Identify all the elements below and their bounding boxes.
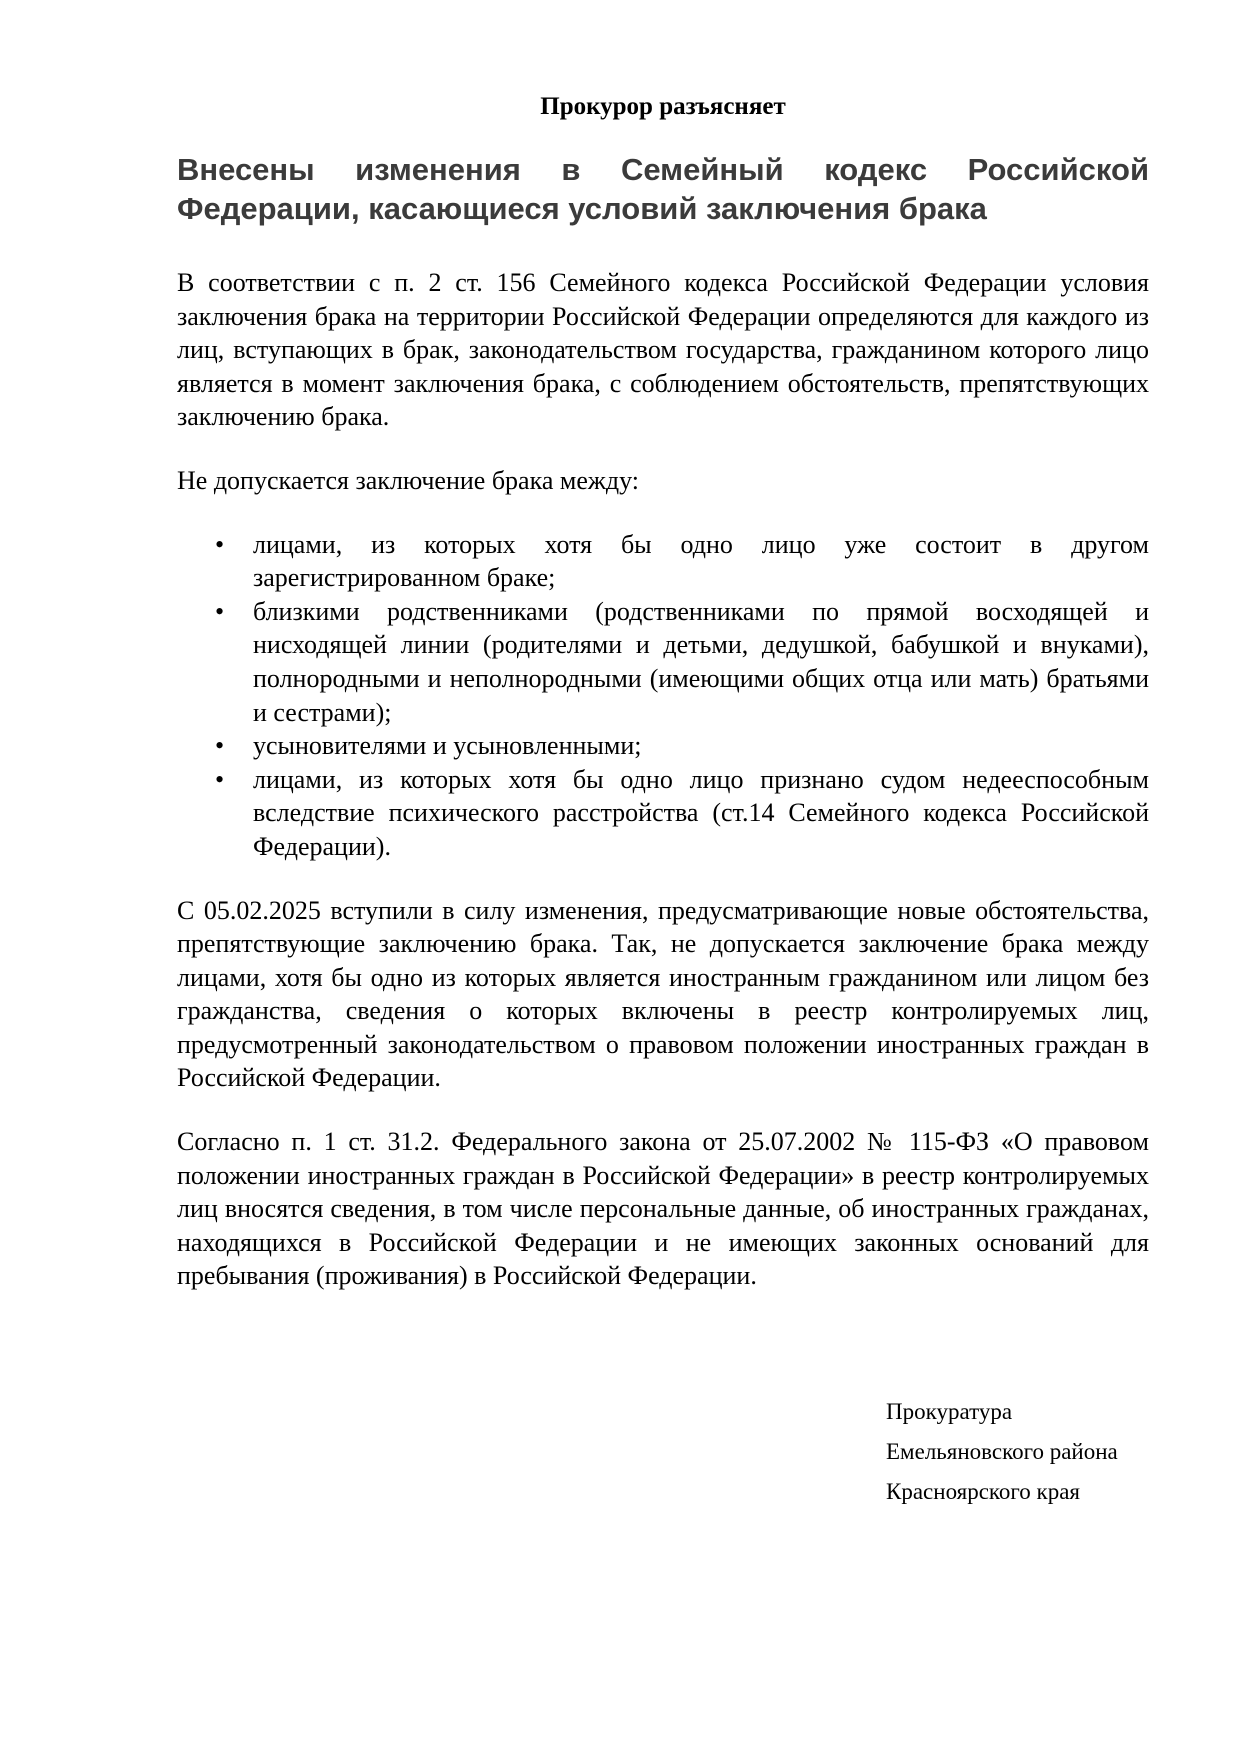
paragraph-new-circumstances: С 05.02.2025 вступили в силу изменения, предусматривающие новые обстоятельства, препятствующие заключению брака. Так, не допускается заключение брака между лицами, хотя бы одно из которых является иностранным гражданином или лицом без гражданства, сведения о которых включены в реестр контролируемых лиц, предусмотренный законодательством о правовом положении иностранных граждан в Российской Федерации. xyxy=(177,895,1149,1093)
signature-line: Красноярского края xyxy=(886,1479,1080,1504)
signature-line: Емельяновского района xyxy=(886,1439,1118,1464)
signature-block xyxy=(886,1392,1118,1512)
signature-line: Прокуратура xyxy=(886,1399,1013,1424)
bullet-icon: • xyxy=(215,764,225,794)
list-item xyxy=(177,595,1149,729)
list-item-text: близкими родственниками (родственниками по прямой восходящей и нисходящей линии (родителями и детьми, дедушкой, бабушкой и внуками), полнородными и неполнородными (имеющими общих отца или мать) братьями и сестрами); xyxy=(253,596,1149,727)
list-item-text: лицами, из которых хотя бы одно лицо уже состоит в другом зарегистрированном браке; xyxy=(253,529,1149,593)
list-item xyxy=(177,729,1149,763)
paragraph-registry-law: Согласно п. 1 ст. 31.2. Федерального закона от 25.07.2002 № 115-ФЗ «О правовом положении иностранных граждан в Российской Федерации» в реестр контролируемых лиц вносятся сведения, в том числе персональные данные, об иностранных гражданах, находящихся в Российской Федерации и не имеющих законных оснований для пребывания (проживания) в Российской Федерации. xyxy=(177,1127,1149,1291)
bullet-icon: • xyxy=(215,529,225,559)
document-kicker: Прокурор разъясняет xyxy=(540,93,786,120)
paragraph-prohibition-intro: Не допускается заключение брака между: xyxy=(177,465,639,495)
paragraph-legal-basis: В соответствии с п. 2 ст. 156 Семейного кодекса Российской Федерации условия заключения брака на территории Российской Федерации определяются для каждого из лиц, вступающих в брак, законодательством государства, гражданином которого лицо является в момент заключения брака, с соблюдением обстоятельств, препятствующих заключению брака. xyxy=(177,268,1149,432)
document-headline: Внесены изменения в Семейный кодекс Российской Федерации, касающиеся условий заключения брака xyxy=(177,152,1149,226)
list-item-text: лицами, из которых хотя бы одно лицо признано судом недееспособным вследствие психического расстройства (ст.14 Семейного кодекса Российской Федерации). xyxy=(253,764,1149,861)
bullet-icon: • xyxy=(215,731,225,761)
document-page xyxy=(177,90,1149,1323)
bullet-icon: • xyxy=(215,596,225,626)
list-item-text: усыновителями и усыновленными; xyxy=(253,731,642,761)
list-item xyxy=(177,763,1149,864)
list-item xyxy=(177,528,1149,595)
prohibition-list xyxy=(177,528,1149,864)
